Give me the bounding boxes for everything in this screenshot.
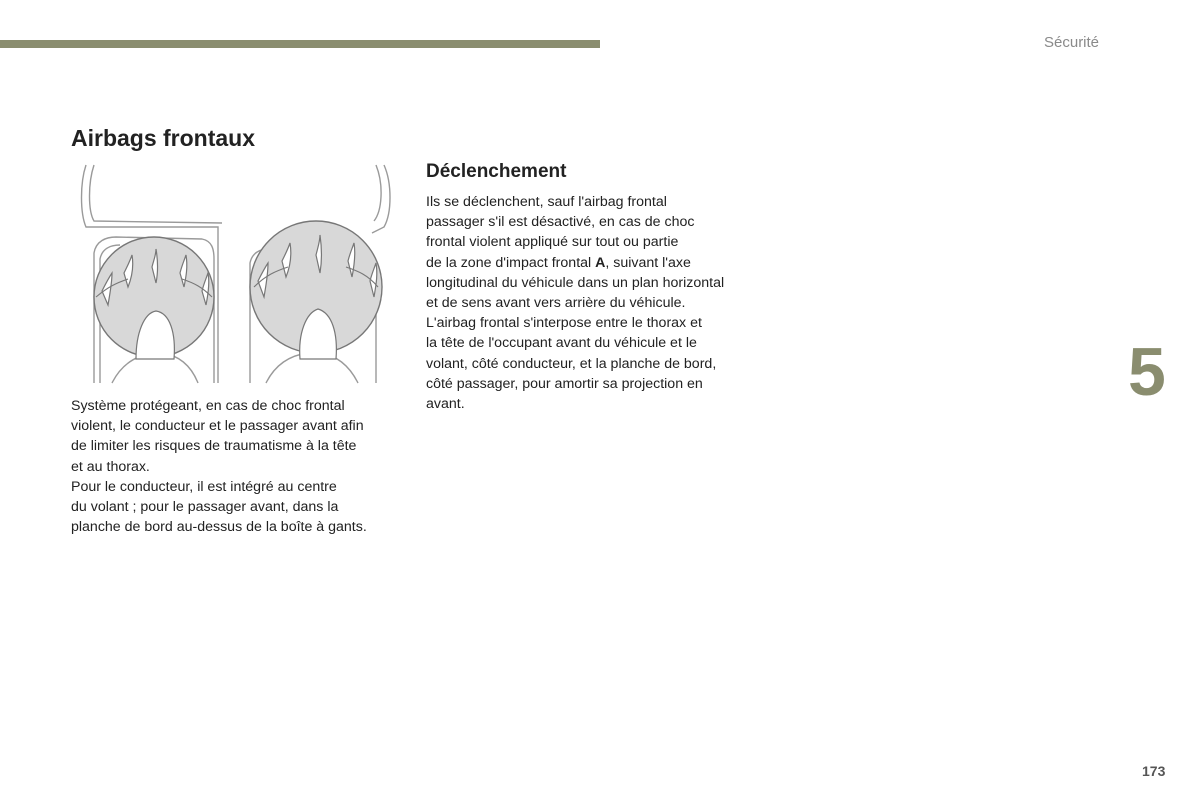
chapter-number: 5: [1128, 334, 1166, 410]
left-line-4: et au thorax.: [71, 458, 150, 475]
left-line-2: violent, le conducteur et le passager avant afin: [71, 418, 364, 435]
page-number: 173: [1142, 763, 1166, 779]
right-line-3: frontal violent appliqué sur tout ou partie: [426, 234, 679, 251]
frontal-airbags-illustration: [72, 163, 394, 385]
section-subtitle: Déclenchement: [426, 161, 567, 182]
left-line-5: Pour le conducteur, il est intégré au centre: [71, 478, 337, 495]
right-line-4b: , suivant l'axe: [605, 254, 691, 271]
header-accent-bar: [0, 40, 600, 48]
page-title: Airbags frontaux: [71, 125, 256, 151]
right-line-1: Ils se déclenchent, sauf l'airbag frontal: [426, 194, 667, 210]
right-line-9: volant, côté conducteur, et la planche de bord,: [426, 355, 717, 372]
right-line-2: passager s'il est désactivé, en cas de choc: [426, 214, 695, 231]
right-line-8: la tête de l'occupant avant du véhicule et le: [426, 335, 697, 352]
left-line-6: du volant ; pour le passager avant, dans la: [71, 499, 339, 516]
right-line-7: L'airbag frontal s'interpose entre le thorax et: [426, 315, 702, 332]
right-line-11: avant.: [426, 396, 465, 413]
right-line-4a: de la zone d'impact frontal: [426, 254, 596, 271]
impact-zone-label: A: [595, 254, 606, 271]
left-line-3: de limiter les risques de traumatisme à la tête: [71, 438, 357, 455]
right-line-5: longitudinal du véhicule dans un plan horizontal: [426, 274, 725, 291]
right-line-10: côté passager, pour amortir sa projection en: [426, 375, 703, 392]
left-line-1: Système protégeant, en cas de choc frontal: [71, 398, 345, 414]
section-label: Sécurité: [1044, 34, 1100, 51]
right-line-6: et de sens avant vers arrière du véhicule.: [426, 295, 686, 312]
left-line-7: planche de bord au-dessus de la boîte à gants.: [71, 519, 367, 536]
right-paragraph: [426, 192, 766, 414]
left-paragraph: [71, 396, 401, 537]
